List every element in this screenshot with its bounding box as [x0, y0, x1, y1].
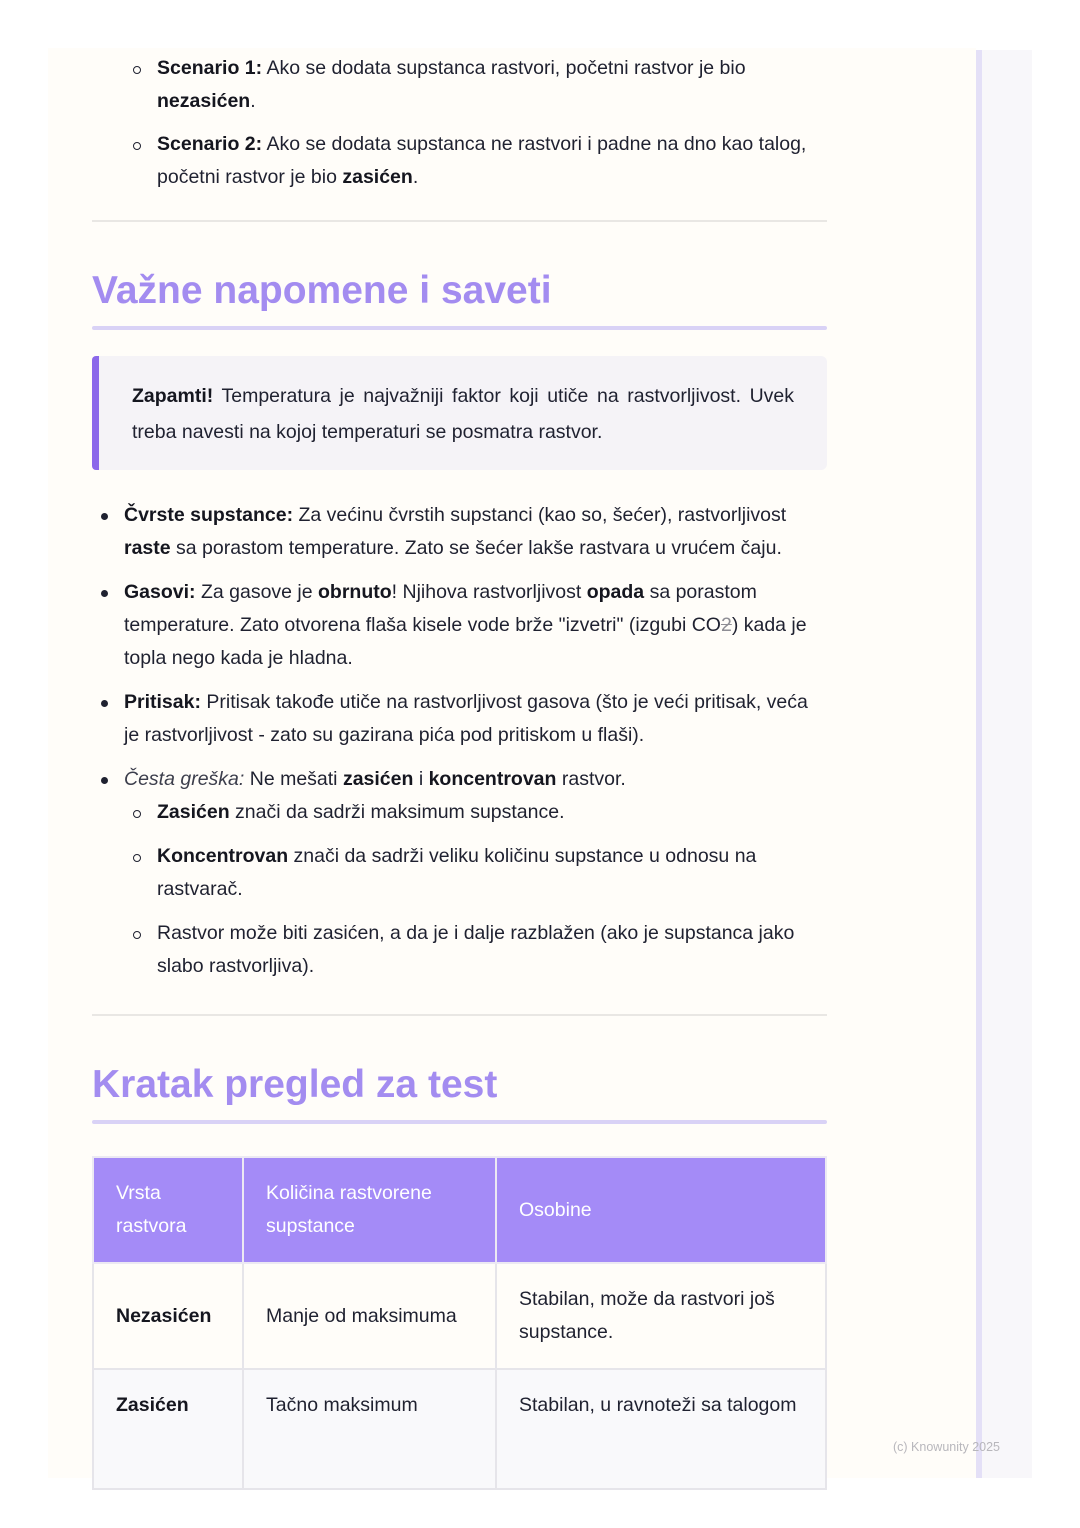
list-item-pressure: Pritisak: Pritisak takođe utiče na rastvorljivost gasova (što je veći pritisak, veća je rastvorljivost - zato su gazirana pića pod pritiskom u flaši). — [92, 686, 827, 752]
list-item-common-mistake: Česta greška: Ne mešati zasićen i koncentrovan rastvor. Zasićen znači da sadrži maksimum supstance. Koncentrovan znači da sadrži veliku količinu supstance u odnosu na rastvarač. Rastvor može biti zasićen, a da je i dalje razblažen (ako je supstanca jako slabo rastvorljiva). — [92, 763, 827, 983]
sub-item-dilute-saturated: Rastvor može biti zasićen, a da je i dalje razblažen (ako je supstanca jako slabo rastvorljiva). — [124, 917, 827, 983]
header-dissolved-amount: Količina rastvorene supstance — [243, 1157, 496, 1263]
heading-underline — [92, 326, 827, 330]
table-row: Zasićen Tačno maksimum Stabilan, u ravnoteži sa talogom — [93, 1369, 826, 1489]
tips-list — [92, 499, 827, 983]
document-content — [92, 48, 827, 1490]
table-row: Nezasićen Manje od maksimuma Stabilan, može da rastvori još supstance. — [93, 1263, 826, 1369]
header-properties: Osobine — [496, 1157, 826, 1263]
co2-subscript: 2 — [720, 614, 732, 636]
divider — [92, 220, 827, 222]
section-title-tips: Važne napomene i saveti — [92, 269, 552, 312]
divider — [92, 1014, 827, 1016]
heading-underline — [92, 1120, 827, 1124]
list-item-scenario-1: Scenario 1: Ako se dodata supstanca rastvori, početni rastvor je bio nezasićen. — [92, 52, 827, 118]
header-solution-type: Vrsta rastvora — [93, 1157, 243, 1263]
table-header-row — [93, 1157, 826, 1263]
sub-item-saturated: Zasićen znači da sadrži maksimum supstance. — [124, 796, 827, 829]
copyright-footer: (c) Knowunity 2025 — [893, 1440, 1001, 1454]
list-item-solids: Čvrste supstance: Za većinu čvrstih supstanci (kao so, šećer), rastvorljivost raste sa porastom temperature. Zato se šećer lakše rastvara u vrućem čaju. — [92, 499, 827, 565]
callout-remember: Zapamti! Temperatura je najvažniji faktor koji utiče na rastvorljivost. Uvek treba navesti na kojoj temperaturi se posmatra rastvor. — [92, 356, 827, 470]
mistake-sublist — [124, 796, 827, 983]
section-title-review: Kratak pregled za test — [92, 1063, 498, 1106]
list-item-gases: Gasovi: Za gasove je obrnuto! Njihova rastvorljivost opada sa porastom temperature. Zato otvorena flaša kisele vode brže "izvetri" (izgubi CO2) kada je topla nego kada je hladna. — [92, 576, 827, 675]
sub-item-concentrated: Koncentrovan znači da sadrži veliku količinu supstance u odnosu na rastvarač. — [124, 840, 827, 906]
review-table — [92, 1156, 827, 1490]
list-item-scenario-2: Scenario 2: Ako se dodata supstanca ne rastvori i padne na dno kao talog, početni rastvor je bio zasićen. — [92, 128, 827, 194]
sidebar-panel — [982, 50, 1032, 1478]
scenario-list — [92, 52, 827, 194]
